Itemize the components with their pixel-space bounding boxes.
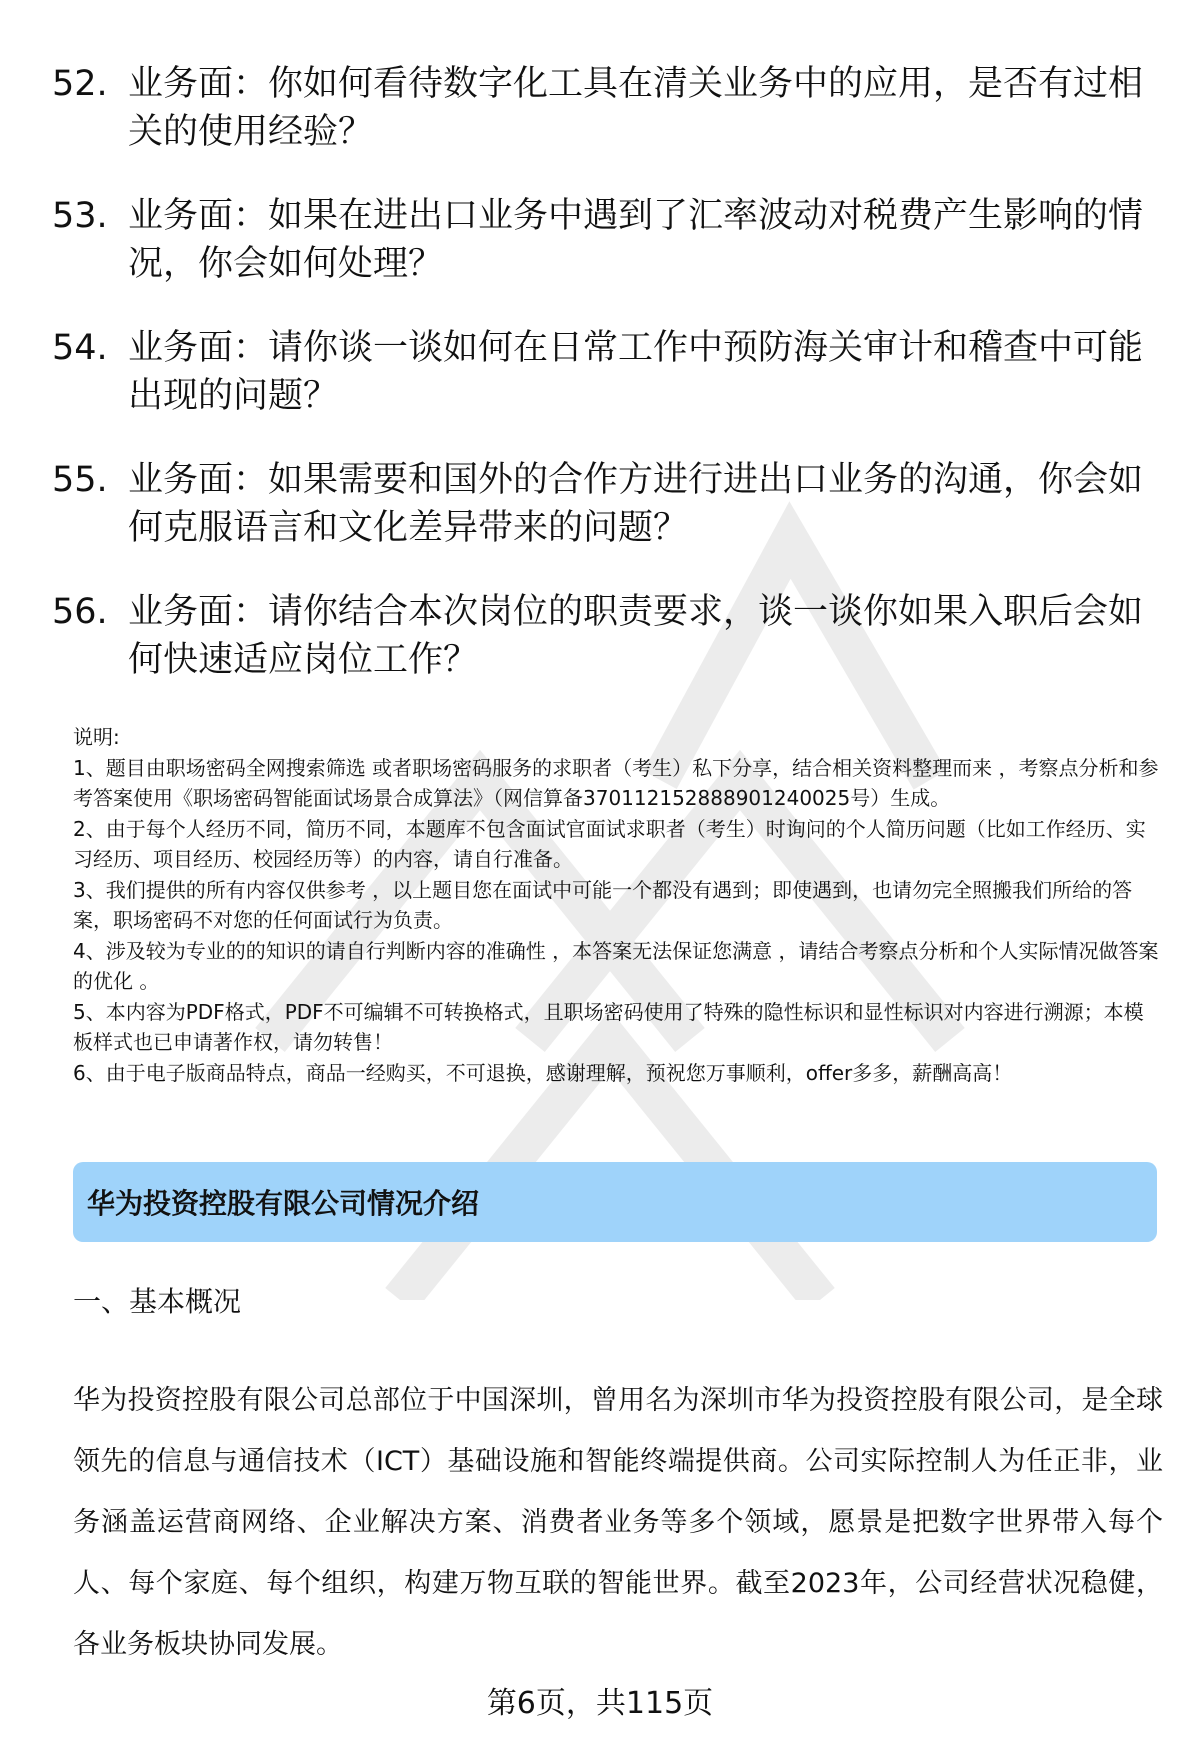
- note-item: 6、由于电子版商品特点，商品一经购买，不可退换，感谢理解，预祝您万事顺利，offer多多，薪酬高高！: [73, 1060, 1013, 1085]
- note-item: 1、题目由职场密码全网搜索筛选 或者职场密码服务的求职者（考生）私下分享，结合相关资料整理而来 ，考察点分析和参考答案使用《职场密码智能面试场景合成算法》（网信算备370112152888901240025号）生成。: [73, 755, 1159, 810]
- note-item: 4、涉及较为专业的的知识的请自行判断内容的准确性 ，本答案无法保证您满意 ，请结合考察点分析和个人实际情况做答案的优化 。: [73, 938, 1159, 993]
- section-subheading: 一、基本概况: [73, 1285, 242, 1318]
- notes-title: 说明:: [73, 725, 120, 749]
- page-indicator: 第6页，共115页: [486, 1686, 714, 1721]
- question-number: 56.: [52, 592, 108, 632]
- section-banner: [73, 1162, 1157, 1242]
- question-item: [52, 588, 1152, 684]
- question-text: 业务面：请你结合本次岗位的职责要求，谈一谈你如果入职后会如何快速适应岗位工作？: [128, 592, 1144, 680]
- question-item: [52, 60, 1152, 156]
- question-number: 53.: [52, 196, 108, 236]
- question-text: 业务面：你如何看待数字化工具在清关业务中的应用，是否有过相关的使用经验？: [128, 64, 1144, 152]
- question-number: 54.: [52, 328, 108, 368]
- disclaimer-notes: [73, 722, 1163, 1088]
- note-item: 3、我们提供的所有内容仅供参考 ，以上题目您在面试中可能一个都没有遇到；即使遇到，也请勿完全照搬我们所给的答案，职场密码不对您的任何面试行为负责。: [73, 877, 1133, 932]
- question-item: [52, 456, 1152, 552]
- question-list: [52, 60, 1152, 720]
- question-text: 业务面：请你谈一谈如何在日常工作中预防海关审计和稽查中可能出现的问题？: [128, 328, 1144, 416]
- note-item: 5、本内容为PDF格式，PDF不可编辑不可转换格式，且职场密码使用了特殊的隐性标识和显性标识对内容进行溯源；本模板样式也已申请著作权，请勿转售！: [73, 999, 1144, 1054]
- section-title: 华为投资控股有限公司情况介绍: [87, 1187, 480, 1220]
- question-text: 业务面：如果在进出口业务中遇到了汇率波动对税费产生影响的情况，你会如何处理？: [128, 196, 1144, 284]
- question-number: 55.: [52, 460, 108, 500]
- question-text: 业务面：如果需要和国外的合作方进行进出口业务的沟通，你会如何克服语言和文化差异带来的问题？: [128, 460, 1144, 548]
- note-item: 2、由于每个人经历不同，简历不同，本题库不包含面试官面试求职者（考生）时询问的个人简历问题（比如工作经历、实习经历、项目经历、校园经历等）的内容，请自行准备。: [73, 816, 1146, 871]
- question-item: [52, 324, 1152, 420]
- question-number: 52.: [52, 64, 108, 104]
- company-overview-paragraph: 华为投资控股有限公司总部位于中国深圳，曾用名为深圳市华为投资控股有限公司，是全球领先的信息与通信技术（ICT）基础设施和智能终端提供商。公司实际控制人为任正非，业务涵盖运营商网络、企业解决方案、消费者业务等多个领域，愿景是把数字世界带入每个人、每个家庭、每个组织，构建万物互联的智能世界。截至2023年，公司经营状况稳健，各业务板块协同发展。: [73, 1385, 1163, 1660]
- question-item: [52, 192, 1152, 288]
